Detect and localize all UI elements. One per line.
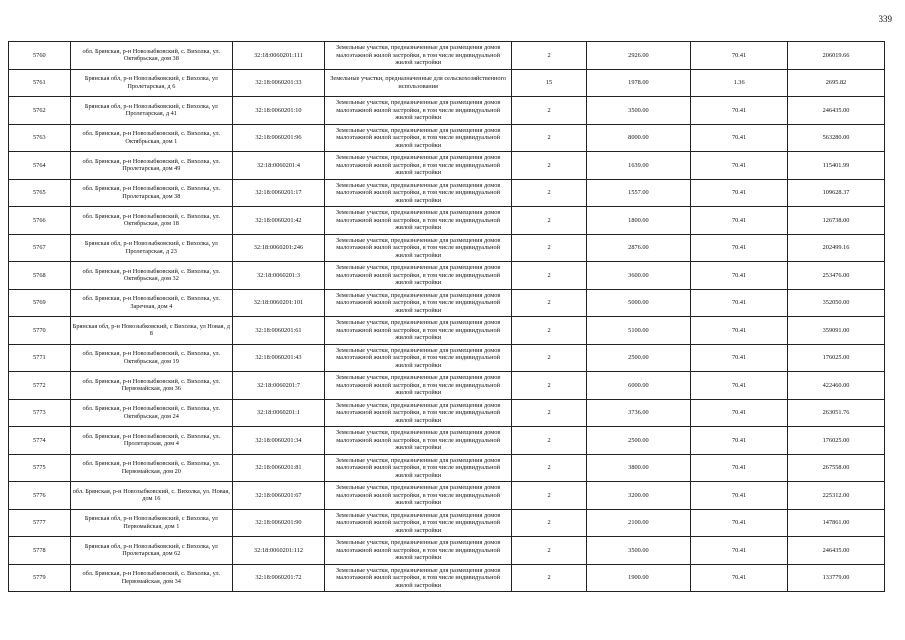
area-cell: 5100.00 — [586, 317, 690, 345]
specific-value-cell: 70.41 — [691, 262, 788, 290]
group-code-cell: 2 — [512, 372, 586, 400]
cadastral-number-cell: 32:18:0060201:90 — [233, 509, 325, 537]
specific-value-cell: 70.41 — [691, 509, 788, 537]
cadastral-number-cell: 32:18:0060201:112 — [233, 537, 325, 565]
address-cell: обл. Брянская, р-н Новозыбковский, с. Вихолка, ул. Октябрьская, дом 32 — [70, 262, 232, 290]
address-cell: обл. Брянская, р-н Новозыбковский, с. Вихолка, ул. Первомайская, дом 36 — [70, 372, 232, 400]
row-number: 5765 — [9, 179, 71, 207]
cadastral-value-cell: 263051.76 — [788, 399, 885, 427]
cadastral-value-cell: 225312.00 — [788, 482, 885, 510]
page-number: 339 — [878, 14, 892, 24]
row-number: 5764 — [9, 152, 71, 180]
table-row — [9, 234, 885, 262]
specific-value-cell: 70.41 — [691, 179, 788, 207]
specific-value-cell: 70.41 — [691, 454, 788, 482]
cadastral-number-cell: 32:18:0060201:3 — [233, 262, 325, 290]
cadastral-value-cell: 176025.00 — [788, 344, 885, 372]
cadastral-value-cell: 253476.00 — [788, 262, 885, 290]
specific-value-cell: 70.41 — [691, 537, 788, 565]
group-code-cell: 2 — [512, 234, 586, 262]
area-cell: 6000.00 — [586, 372, 690, 400]
table-body — [9, 42, 885, 592]
cadastral-value-cell: 126738.00 — [788, 207, 885, 235]
area-cell: 2926.00 — [586, 42, 690, 70]
specific-value-cell: 1.36 — [691, 69, 788, 97]
cadastral-value-table — [8, 41, 885, 592]
table-row — [9, 262, 885, 290]
cadastral-number-cell: 32:18:0060201:17 — [233, 179, 325, 207]
address-cell: обл. Брянская, р-н Новозыбковский, с. Вихолка, ул. Заречная, дом 4 — [70, 289, 232, 317]
land-category-cell: Земельные участки, предназначенные для размещения домов малоэтажной жилой застройки, в том числе индивидуальной жилой застройки — [324, 179, 512, 207]
row-number: 5770 — [9, 317, 71, 345]
area-cell: 5000.00 — [586, 289, 690, 317]
cadastral-number-cell: 32:18:0060201:67 — [233, 482, 325, 510]
group-code-cell: 2 — [512, 344, 586, 372]
specific-value-cell: 70.41 — [691, 399, 788, 427]
cadastral-value-cell: 267558.00 — [788, 454, 885, 482]
group-code-cell: 2 — [512, 207, 586, 235]
table-row — [9, 124, 885, 152]
area-cell: 2100.00 — [586, 509, 690, 537]
row-number: 5763 — [9, 124, 71, 152]
address-cell: Брянская обл, р-н Новозыбковский, с Вихолка, ул Пролетарская, дом 62 — [70, 537, 232, 565]
cadastral-value-cell: 115401.99 — [788, 152, 885, 180]
cadastral-number-cell: 32:18:0060201:10 — [233, 97, 325, 125]
row-number: 5766 — [9, 207, 71, 235]
group-code-cell: 2 — [512, 482, 586, 510]
land-category-cell: Земельные участки, предназначенные для размещения домов малоэтажной жилой застройки, в том числе индивидуальной жилой застройки — [324, 344, 512, 372]
group-code-cell: 2 — [512, 97, 586, 125]
address-cell: Брянская обл, р-н Новозыбковский, с Вихолка, ул Первомайская, дом 1 — [70, 509, 232, 537]
table-row — [9, 289, 885, 317]
table-row — [9, 69, 885, 97]
group-code-cell: 2 — [512, 289, 586, 317]
table-row — [9, 427, 885, 455]
table-row — [9, 537, 885, 565]
land-category-cell: Земельные участки, предназначенные для размещения домов малоэтажной жилой застройки, в том числе индивидуальной жилой застройки — [324, 399, 512, 427]
table-row — [9, 344, 885, 372]
row-number: 5775 — [9, 454, 71, 482]
specific-value-cell: 70.41 — [691, 207, 788, 235]
address-cell: обл. Брянская, р-н Новозыбковский, с. Вихолка, ул. Первомайская, дом 34 — [70, 564, 232, 592]
land-category-cell: Земельные участки, предназначенные для сельскохозяйственного использования — [324, 69, 512, 97]
area-cell: 8000.00 — [586, 124, 690, 152]
cadastral-value-cell: 352050.00 — [788, 289, 885, 317]
table-row — [9, 509, 885, 537]
area-cell: 1557.00 — [586, 179, 690, 207]
area-cell: 3600.00 — [586, 262, 690, 290]
area-cell: 1800.00 — [586, 207, 690, 235]
group-code-cell: 2 — [512, 42, 586, 70]
address-cell: обл. Брянская, р-н Новозыбковский, с. Вихолка, ул. Первомайская, дом 20 — [70, 454, 232, 482]
group-code-cell: 2 — [512, 399, 586, 427]
cadastral-number-cell: 32:18:0060201:61 — [233, 317, 325, 345]
specific-value-cell: 70.41 — [691, 317, 788, 345]
specific-value-cell: 70.41 — [691, 372, 788, 400]
cadastral-value-cell: 206019.66 — [788, 42, 885, 70]
group-code-cell: 2 — [512, 262, 586, 290]
area-cell: 3500.00 — [586, 537, 690, 565]
row-number: 5760 — [9, 42, 71, 70]
cadastral-value-cell: 563280.00 — [788, 124, 885, 152]
land-category-cell: Земельные участки, предназначенные для размещения домов малоэтажной жилой застройки, в том числе индивидуальной жилой застройки — [324, 152, 512, 180]
land-category-cell: Земельные участки, предназначенные для размещения домов малоэтажной жилой застройки, в том числе индивидуальной жилой застройки — [324, 564, 512, 592]
cadastral-number-cell: 32:18:0060201:72 — [233, 564, 325, 592]
area-cell: 3500.00 — [586, 97, 690, 125]
address-cell: обл. Брянская, р-н Новозыбковский, с. Вихолка, ул. Пролетарская, дом 38 — [70, 179, 232, 207]
cadastral-number-cell: 32:18:0060201:7 — [233, 372, 325, 400]
table-row — [9, 399, 885, 427]
cadastral-number-cell: 32:18:0060201:1 — [233, 399, 325, 427]
specific-value-cell: 70.41 — [691, 482, 788, 510]
table-row — [9, 97, 885, 125]
land-category-cell: Земельные участки, предназначенные для размещения домов малоэтажной жилой застройки, в том числе индивидуальной жилой застройки — [324, 482, 512, 510]
row-number: 5774 — [9, 427, 71, 455]
group-code-cell: 2 — [512, 537, 586, 565]
cadastral-value-cell: 422460.00 — [788, 372, 885, 400]
row-number: 5768 — [9, 262, 71, 290]
address-cell: Брянская обл, р-н Новозыбковский, с Вихолка, ул Пролетарская, д 41 — [70, 97, 232, 125]
area-cell: 2500.00 — [586, 427, 690, 455]
address-cell: обл. Брянская, р-н Новозыбковский, с. Вихолка, ул. Пролетарская, дом 49 — [70, 152, 232, 180]
land-category-cell: Земельные участки, предназначенные для размещения домов малоэтажной жилой застройки, в том числе индивидуальной жилой застройки — [324, 317, 512, 345]
land-category-cell: Земельные участки, предназначенные для размещения домов малоэтажной жилой застройки, в том числе индивидуальной жилой застройки — [324, 509, 512, 537]
land-category-cell: Земельные участки, предназначенные для размещения домов малоэтажной жилой застройки, в том числе индивидуальной жилой застройки — [324, 207, 512, 235]
land-category-cell: Земельные участки, предназначенные для размещения домов малоэтажной жилой застройки, в том числе индивидуальной жилой застройки — [324, 454, 512, 482]
cadastral-number-cell: 32:18:0060201:111 — [233, 42, 325, 70]
address-cell: обл. Брянская, р-н Новозыбковский, с. Вихолка, ул. Октябрьская, дом 18 — [70, 207, 232, 235]
land-category-cell: Земельные участки, предназначенные для размещения домов малоэтажной жилой застройки, в том числе индивидуальной жилой застройки — [324, 234, 512, 262]
area-cell: 1900.00 — [586, 564, 690, 592]
cadastral-number-cell: 32:18:0060201:246 — [233, 234, 325, 262]
group-code-cell: 2 — [512, 509, 586, 537]
cadastral-value-cell: 202499.16 — [788, 234, 885, 262]
specific-value-cell: 70.41 — [691, 427, 788, 455]
land-category-cell: Земельные участки, предназначенные для размещения домов малоэтажной жилой застройки, в том числе индивидуальной жилой застройки — [324, 289, 512, 317]
address-cell: Брянская обл, р-н Новозыбковский, с Вихолка, ул Пролетарская, д 23 — [70, 234, 232, 262]
group-code-cell: 2 — [512, 124, 586, 152]
area-cell: 1978.00 — [586, 69, 690, 97]
address-cell: обл. Брянская, р-н Новозыбковский, с. Вихолка, ул. Новая, дом 16 — [70, 482, 232, 510]
land-category-cell: Земельные участки, предназначенные для размещения домов малоэтажной жилой застройки, в том числе индивидуальной жилой застройки — [324, 124, 512, 152]
cadastral-number-cell: 32:18:0060201:34 — [233, 427, 325, 455]
specific-value-cell: 70.41 — [691, 124, 788, 152]
specific-value-cell: 70.41 — [691, 42, 788, 70]
cadastral-value-cell: 359091.00 — [788, 317, 885, 345]
cadastral-value-cell: 176025.00 — [788, 427, 885, 455]
land-category-cell: Земельные участки, предназначенные для размещения домов малоэтажной жилой застройки, в том числе индивидуальной жилой застройки — [324, 537, 512, 565]
row-number: 5778 — [9, 537, 71, 565]
cadastral-value-cell: 147861.00 — [788, 509, 885, 537]
group-code-cell: 2 — [512, 564, 586, 592]
cadastral-number-cell: 32:18:0060201:101 — [233, 289, 325, 317]
cadastral-value-cell: 133779.00 — [788, 564, 885, 592]
specific-value-cell: 70.41 — [691, 97, 788, 125]
cadastral-number-cell: 32:18:0060201:43 — [233, 344, 325, 372]
group-code-cell: 2 — [512, 454, 586, 482]
specific-value-cell: 70.41 — [691, 234, 788, 262]
table-row — [9, 454, 885, 482]
specific-value-cell: 70.41 — [691, 564, 788, 592]
address-cell: обл. Брянская, р-н Новозыбковский, с. Вихолка, ул. Пролетарская, дом 4 — [70, 427, 232, 455]
cadastral-value-cell: 246435.00 — [788, 537, 885, 565]
row-number: 5772 — [9, 372, 71, 400]
row-number: 5776 — [9, 482, 71, 510]
table-row — [9, 564, 885, 592]
table-row — [9, 317, 885, 345]
group-code-cell: 15 — [512, 69, 586, 97]
cadastral-value-cell: 109628.37 — [788, 179, 885, 207]
area-cell: 2500.00 — [586, 344, 690, 372]
row-number: 5777 — [9, 509, 71, 537]
address-cell: обл. Брянская, р-н Новозыбковский, с. Вихолка, ул. Октябрьская, дом 19 — [70, 344, 232, 372]
table-row — [9, 179, 885, 207]
address-cell: обл. Брянская, р-н Новозыбковский, с. Вихолка, ул. Октябрьская, дом 38 — [70, 42, 232, 70]
table-row — [9, 152, 885, 180]
row-number: 5779 — [9, 564, 71, 592]
table-row — [9, 207, 885, 235]
table-row — [9, 482, 885, 510]
cadastral-number-cell: 32:18:0060201:33 — [233, 69, 325, 97]
group-code-cell: 2 — [512, 152, 586, 180]
address-cell: Брянская обл, р-н Новозыбковский, с Вихолка, ул Пролетарская, д 6 — [70, 69, 232, 97]
specific-value-cell: 70.41 — [691, 152, 788, 180]
cadastral-value-cell: 2695.82 — [788, 69, 885, 97]
specific-value-cell: 70.41 — [691, 289, 788, 317]
table-row — [9, 42, 885, 70]
cadastral-number-cell: 32:18:0060201:42 — [233, 207, 325, 235]
specific-value-cell: 70.41 — [691, 344, 788, 372]
area-cell: 1639.00 — [586, 152, 690, 180]
row-number: 5762 — [9, 97, 71, 125]
land-category-cell: Земельные участки, предназначенные для размещения домов малоэтажной жилой застройки, в том числе индивидуальной жилой застройки — [324, 97, 512, 125]
land-category-cell: Земельные участки, предназначенные для размещения домов малоэтажной жилой застройки, в том числе индивидуальной жилой застройки — [324, 372, 512, 400]
row-number: 5771 — [9, 344, 71, 372]
area-cell: 3736.00 — [586, 399, 690, 427]
group-code-cell: 2 — [512, 179, 586, 207]
address-cell: обл. Брянская, р-н Новозыбковский, с. Вихолка, ул. Октябрьская, дом 1 — [70, 124, 232, 152]
row-number: 5769 — [9, 289, 71, 317]
land-category-cell: Земельные участки, предназначенные для размещения домов малоэтажной жилой застройки, в том числе индивидуальной жилой застройки — [324, 42, 512, 70]
cadastral-number-cell: 32:18:0060201:96 — [233, 124, 325, 152]
land-category-cell: Земельные участки, предназначенные для размещения домов малоэтажной жилой застройки, в том числе индивидуальной жилой застройки — [324, 262, 512, 290]
table-row — [9, 372, 885, 400]
address-cell: обл. Брянская, р-н Новозыбковский, с. Вихолка, ул. Октябрьская, дом 24 — [70, 399, 232, 427]
address-cell: Брянская обл, р-н Новозыбковский, с Вихолка, ул Новая, д 8 — [70, 317, 232, 345]
row-number: 5773 — [9, 399, 71, 427]
group-code-cell: 2 — [512, 427, 586, 455]
area-cell: 3200.00 — [586, 482, 690, 510]
area-cell: 3800.00 — [586, 454, 690, 482]
land-category-cell: Земельные участки, предназначенные для размещения домов малоэтажной жилой застройки, в том числе индивидуальной жилой застройки — [324, 427, 512, 455]
row-number: 5767 — [9, 234, 71, 262]
cadastral-number-cell: 32:18:0060201:4 — [233, 152, 325, 180]
row-number: 5761 — [9, 69, 71, 97]
cadastral-value-cell: 246435.00 — [788, 97, 885, 125]
area-cell: 2876.00 — [586, 234, 690, 262]
group-code-cell: 2 — [512, 317, 586, 345]
cadastral-number-cell: 32:18:0060201:81 — [233, 454, 325, 482]
